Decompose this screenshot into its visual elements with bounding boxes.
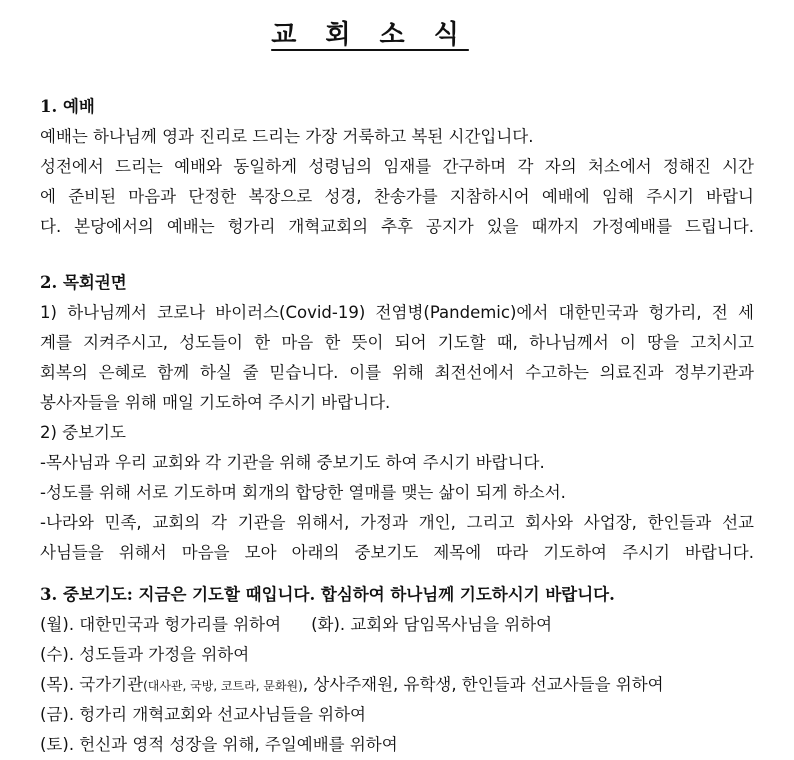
prayer-thursday-prefix: (목). 국가기관	[40, 675, 144, 694]
prayer-mon-tue-row	[40, 610, 754, 640]
prayer-friday: (금). 헝가리 개혁교회와 선교사님들을 위하여	[40, 705, 367, 724]
prayer-monday: (월). 대한민국과 헝가리를 위하여	[40, 615, 282, 634]
prayer-thursday-institutions: (대사관, 국방, 코트라, 문화원)	[143, 679, 303, 693]
pastoral-line-7: -성도를 위해 서로 기도하며 회개의 합당한 열매를 맺는 삶이 되게 하소서.	[40, 483, 566, 502]
pastoral-line-3: 회복의 은혜로 함께 하실 줄 믿습니다. 이를 위해 최전선에서 수고하는 의료진과 정부기관과	[40, 363, 754, 382]
prayer-thursday-suffix: , 상사주재원, 유학생, 한인들과 선교사들을 위하여	[302, 675, 664, 694]
section-pastoral-heading: 2. 목회권면	[40, 273, 127, 292]
section-prayer-heading: 3. 중보기도: 지금은 기도할 때입니다. 합심하여 하나님께 기도하시기 바랍니다.	[40, 585, 615, 604]
pastoral-line-4: 봉사자들을 위해 매일 기도하여 주시기 바랍니다.	[40, 393, 391, 412]
pastoral-line-8: -나라와 민족, 교회의 각 기관을 위해서, 가정과 개인, 그리고 회사와 사업장, 한인들과 선교	[40, 513, 754, 532]
pastoral-subheading-intercession: 2) 중보기도	[40, 423, 126, 442]
worship-line-3: 에 준비된 마음과 단정한 복장으로 성경, 찬송가를 지참하시어 예배에 임해 주시기 바랍니	[40, 187, 754, 206]
prayer-thursday-row	[40, 670, 754, 701]
section-worship-heading: 1. 예배	[40, 97, 95, 116]
pastoral-line-1: 1) 하나님께서 코로나 바이러스(Covid-19) 전염병(Pandemic)에서 대한민국과 헝가리, 전 세	[40, 303, 754, 322]
page-title: 교 회 소 식	[271, 20, 469, 50]
prayer-saturday: (토). 헌신과 영적 성장을 위해, 주일예배를 위하여	[40, 735, 398, 754]
worship-line-4: 다. 본당에서의 예배는 헝가리 개혁교회의 추후 공지가 있을 때까지 가정예배를 드립니다.	[40, 217, 754, 236]
pastoral-line-6: -목사님과 우리 교회와 각 기관을 위해 중보기도 하여 주시기 바랍니다.	[40, 453, 545, 472]
prayer-wednesday: (수). 성도들과 가정을 위하여	[40, 645, 250, 664]
prayer-tuesday: (화). 교회와 담임목사님을 위하여	[311, 615, 553, 634]
worship-line-1: 예배는 하나님께 영과 진리로 드리는 가장 거룩하고 복된 시간입니다.	[40, 127, 534, 146]
pastoral-line-9: 사님들을 위해서 마음을 모아 아래의 중보기도 제목에 따라 기도하여 주시기 바랍니다.	[40, 543, 754, 562]
worship-line-2: 성전에서 드리는 예배와 동일하게 성령님의 임재를 간구하며 각 자의 처소에서 정해진 시간	[40, 157, 754, 176]
pastoral-line-2: 계를 지켜주시고, 성도들이 한 마음 한 뜻이 되어 기도할 때, 하나님께서 이 땅을 고치시고	[40, 333, 754, 352]
